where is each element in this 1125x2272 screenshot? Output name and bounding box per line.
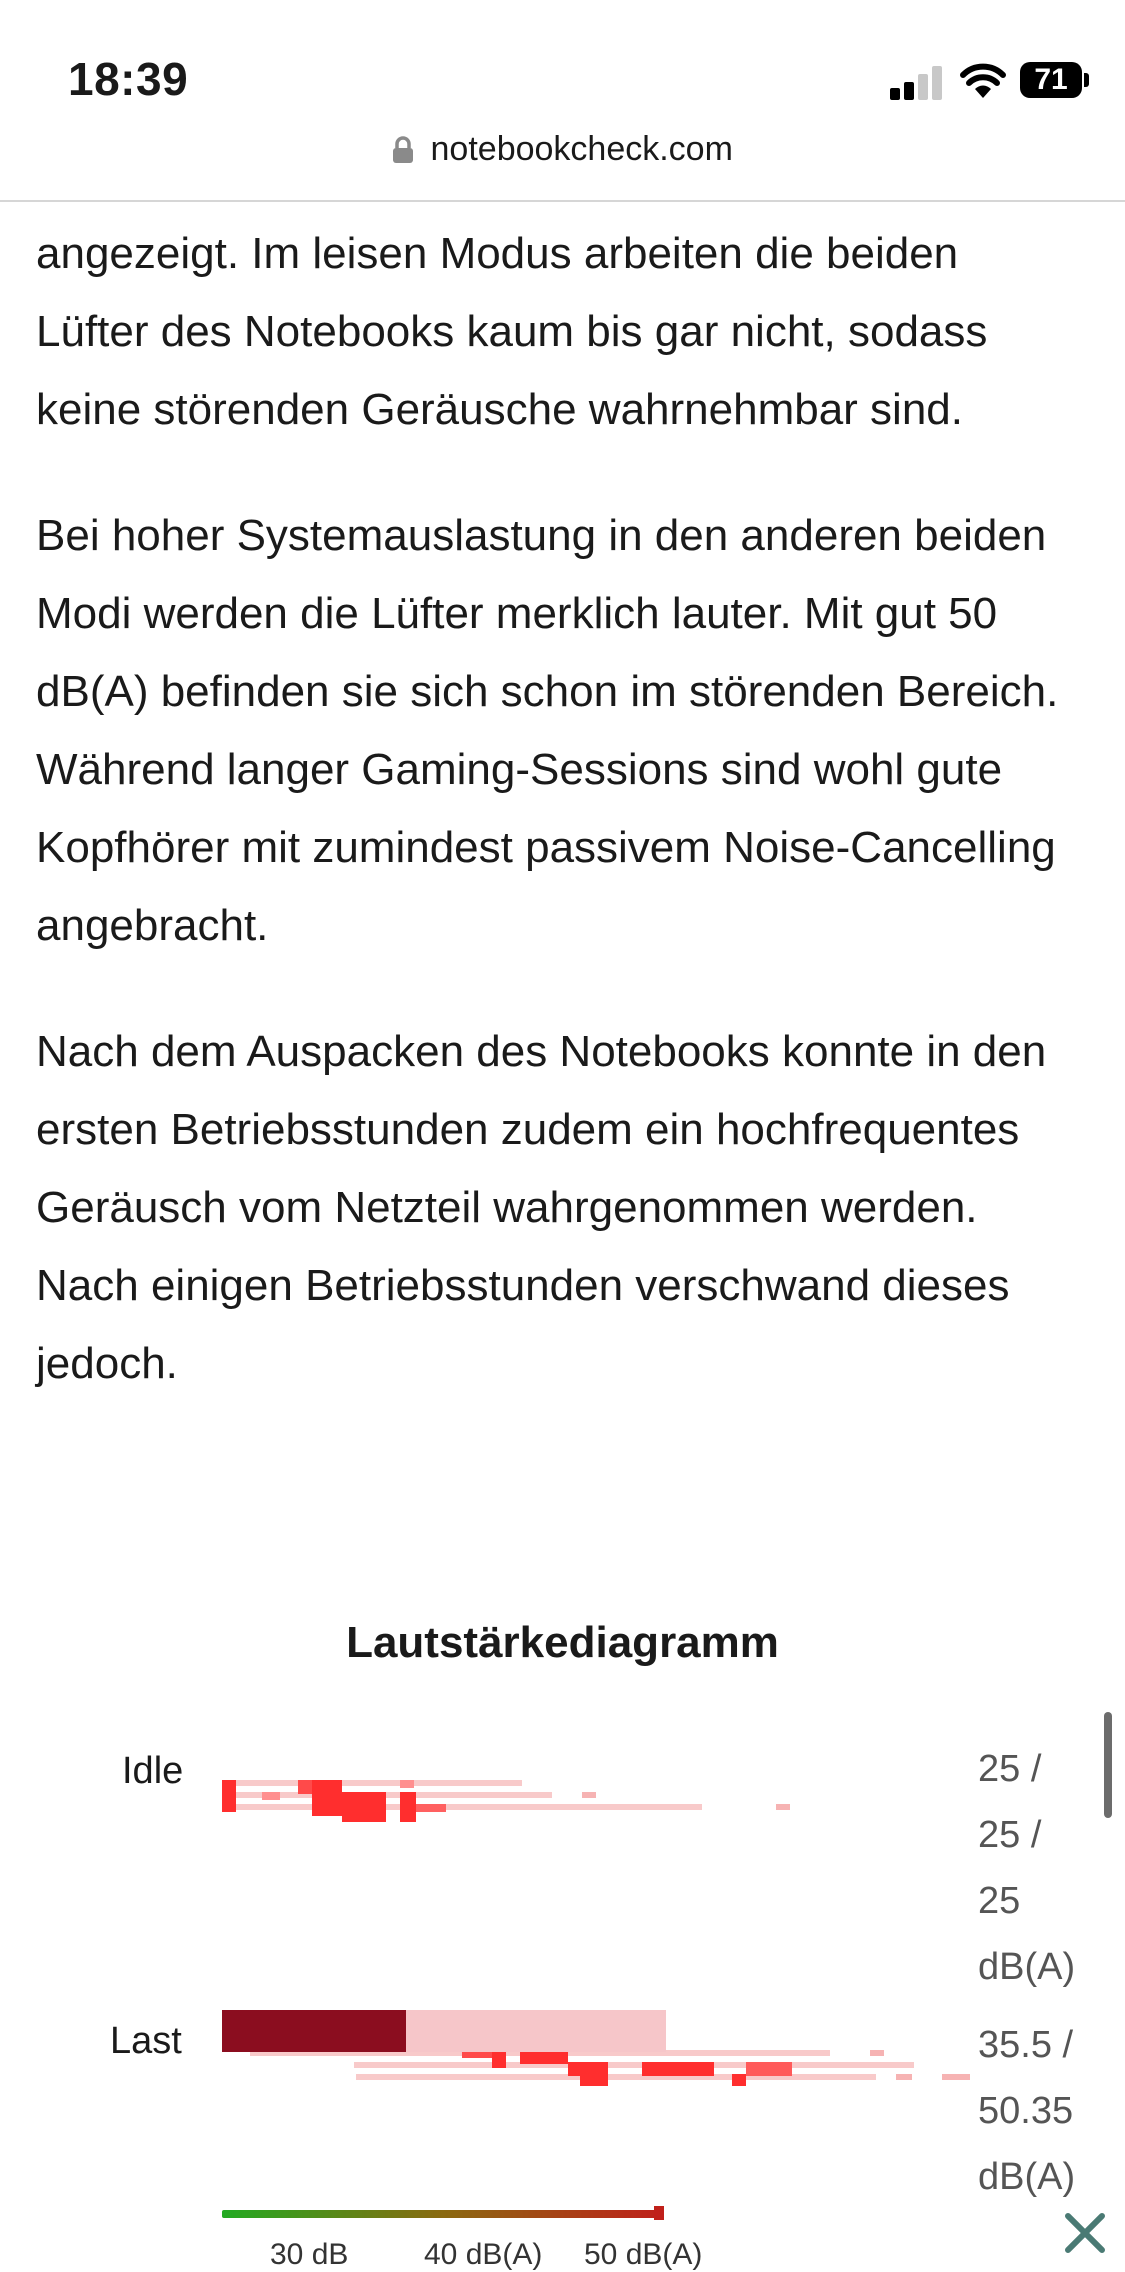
last-comparison-segment <box>746 2062 792 2076</box>
idle-comparison-segment <box>400 1792 416 1822</box>
status-bar <box>0 0 1125 130</box>
last-comparison-segment <box>942 2074 970 2080</box>
idle-comparison-segment <box>222 1804 702 1810</box>
last-comparison-segment <box>732 2074 746 2086</box>
idle-comparison-segment <box>416 1804 446 1812</box>
url-bar[interactable] <box>0 130 1125 200</box>
article-paragraph: angezeigt. Im leisen Modus arbeiten die beiden Lüfter des Notebooks kaum bis gar nicht, sodass keine störenden Geräusche wahrnehmbar sind. <box>36 229 988 434</box>
idle-comparison-segment <box>222 1780 236 1812</box>
battery-indicator: 71 <box>1020 62 1082 98</box>
last-comparison-segment <box>492 2050 506 2068</box>
idle-comparison-segment <box>222 1780 522 1786</box>
last-value-line: 50.35 <box>978 2090 1074 2132</box>
url-text: notebookcheck.com <box>430 130 733 168</box>
idle-comparison-segment <box>342 1792 386 1822</box>
article-paragraph: Nach dem Auspacken des Notebooks konnte in den ersten Betriebsstunden zudem ein hochfrequentes Geräusch vom Netzteil wahrgenommen werden. Nach einigen Betriebsstunden verschwand dieses jedoch. <box>36 1027 1047 1388</box>
scale-end-marker <box>654 2206 664 2220</box>
cellular-signal-icon <box>890 62 944 100</box>
article-body <box>36 215 1076 1451</box>
last-comparison-segment <box>896 2074 912 2080</box>
idle-comparison-segment <box>262 1792 280 1800</box>
chart-title: Lautstärkediagramm <box>346 1618 779 1667</box>
noise-chart <box>0 1730 1125 2256</box>
last-bar-current <box>222 2010 406 2052</box>
last-comparison-segment <box>356 2074 876 2080</box>
lock-icon <box>392 136 414 164</box>
scroll-indicator[interactable] <box>1104 1712 1112 1818</box>
idle-comparison-segment <box>312 1780 342 1816</box>
noise-scale-bar <box>222 2210 662 2218</box>
last-comparison-segment <box>520 2050 568 2064</box>
idle-comparison-segment <box>582 1792 596 1798</box>
idle-value-line: dB(A) <box>978 1946 1076 1988</box>
idle-value-label <box>978 1736 1075 2000</box>
status-time: 18:39 <box>68 53 189 105</box>
last-value-line: dB(A) <box>978 2156 1076 2198</box>
idle-comparison-segment <box>400 1780 414 1788</box>
idle-value-line: 25 / <box>978 1748 1042 1790</box>
last-value-label <box>978 2012 1075 2210</box>
last-comparison-segment <box>580 2074 608 2086</box>
battery-tip <box>1084 73 1089 87</box>
row-label-idle: Idle <box>122 1750 184 1792</box>
close-icon[interactable] <box>1060 2208 1110 2258</box>
last-comparison-segment <box>642 2062 714 2076</box>
scale-label: 40 dB(A) <box>424 2238 543 2271</box>
idle-comparison-segment <box>776 1804 790 1810</box>
idle-value-line: 25 / <box>978 1814 1042 1856</box>
last-value-line: 35.5 / <box>978 2024 1074 2066</box>
article-paragraph: Bei hoher Systemauslastung in den anderen beiden Modi werden die Lüfter merklich lauter. Mit gut 50 dB(A) befinden sie sich schon im störenden Bereich. Während langer Gaming-Sessions sind wohl gute Kopfhörer mit zumindest passivem Noise-Cancelling angebracht. <box>36 511 1059 950</box>
scale-label: 30 dB <box>270 2238 349 2271</box>
toolbar-divider <box>0 200 1125 202</box>
last-comparison-segment <box>354 2062 914 2068</box>
idle-value-line: 25 <box>978 1880 1021 1922</box>
wifi-icon <box>960 60 1006 100</box>
scale-label: 50 dB(A) <box>584 2238 703 2271</box>
row-label-last: Last <box>110 2020 182 2062</box>
last-comparison-segment <box>870 2050 884 2056</box>
